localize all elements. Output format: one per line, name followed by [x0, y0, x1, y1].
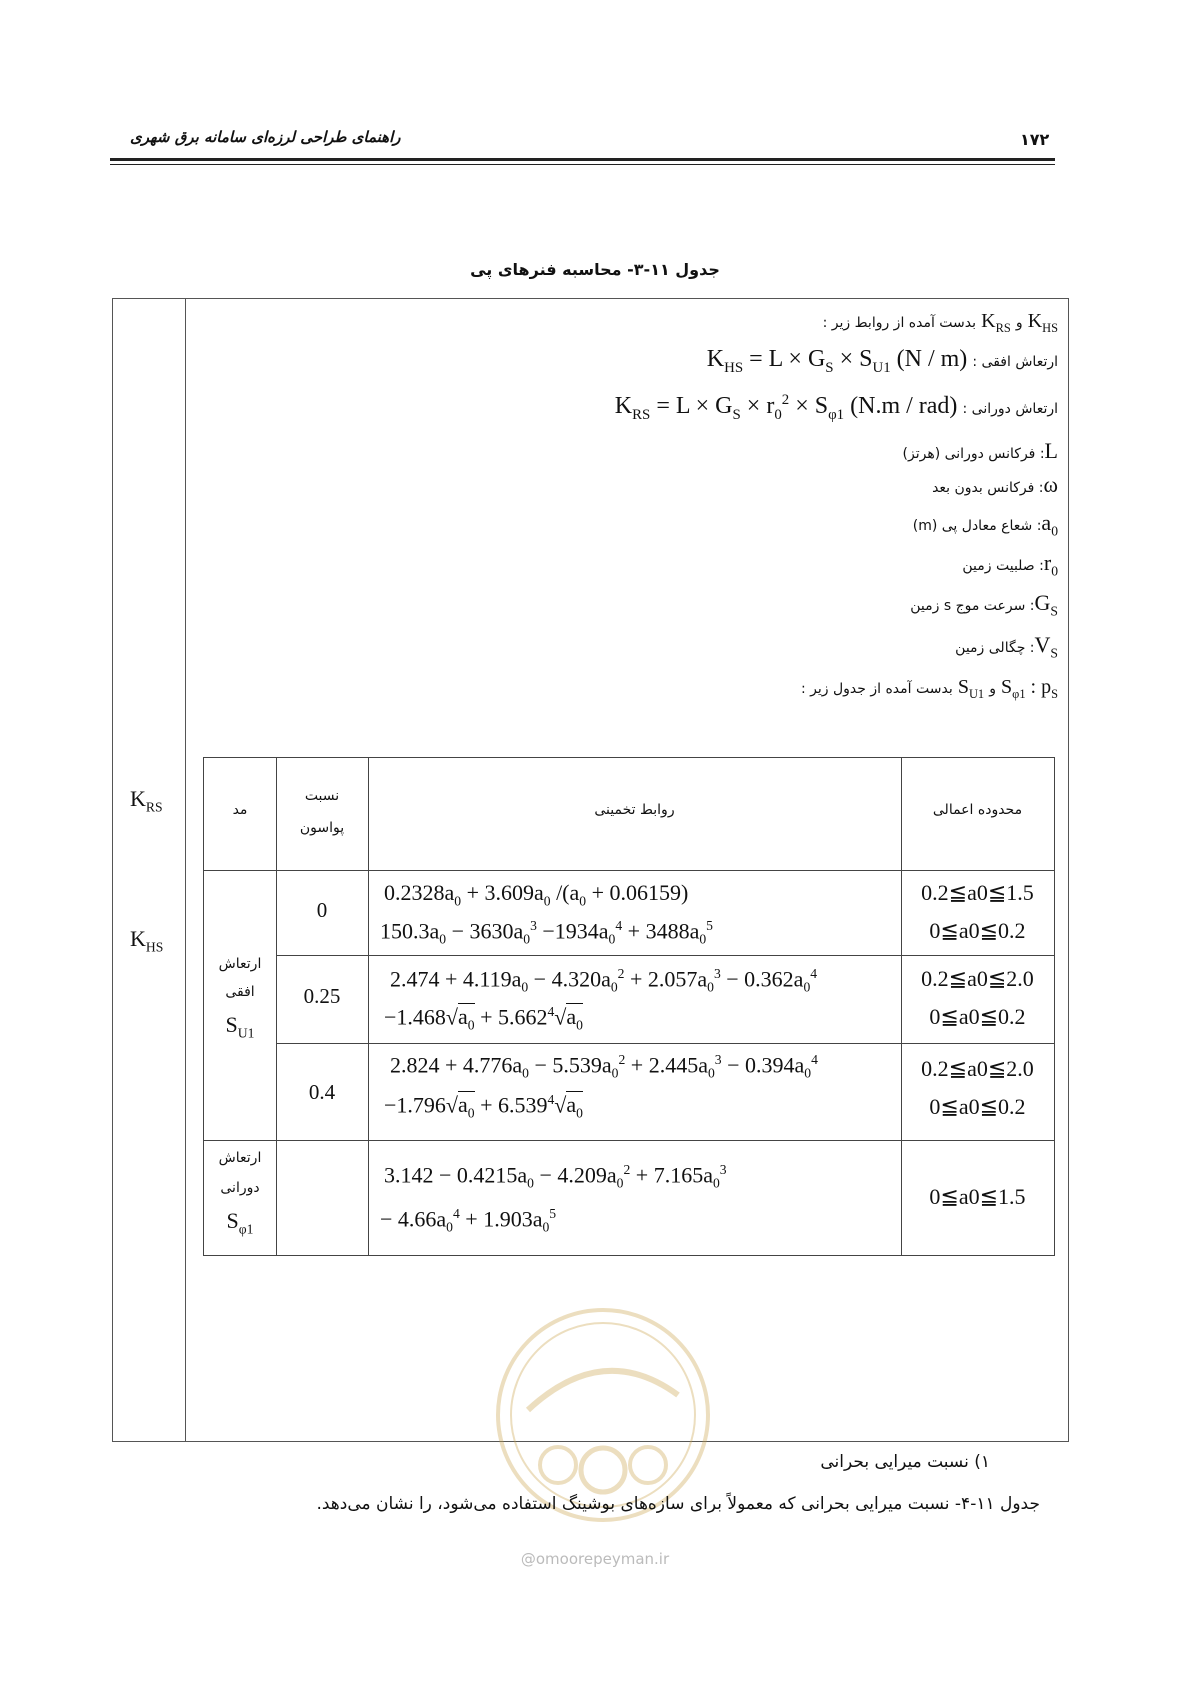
mode-rotational-line1: ارتعاش: [218, 1150, 262, 1166]
poisson-value: 0: [316, 898, 328, 922]
mode-horizontal-line1: ارتعاش: [218, 956, 262, 972]
equation-row1-line1: $2.474 + 4.119a_0 - 4.320a_0^2 + 2.057a_0^3 - 0.362a_0^4$: [390, 966, 818, 995]
def-a0: : شعاع معادل پی $(m)a_0$: [912, 510, 1058, 539]
header-mode: مد: [232, 802, 248, 818]
equation-row2-line1: $2.824 + 4.776a_0 - 5.539a_0^2 + 2.445a_0^3 - 0.394a_0^4$: [390, 1052, 818, 1081]
mode-horizontal-symbol: $S_{U1}$: [225, 1012, 255, 1041]
equation-row0-line1: $0.2328a_0 + 3.609a_0$ $/(a_0 + 0.06159)$: [384, 880, 689, 909]
mode-rotational-symbol: $S_{\varphi 1}$: [226, 1208, 254, 1237]
horizontal-formula-line: $K_{HS} = L \times G_S \times S_{U1}$ (N / m) ارتعاش افقی :: [706, 346, 1058, 376]
khs-label: $K_{HS}$: [130, 926, 164, 955]
range-value: 0≦a0≦0.2: [929, 918, 1026, 943]
khs-formula: $K_{HS} = L \times G_S \times S_{U1}$ (N / m): [706, 346, 968, 376]
poisson-value: 0.25: [303, 984, 341, 1008]
equation-row0-line2: $150.3a_0 - 3630a_0^3 -1934a_0^4 + 3488a_0^5$: [380, 918, 713, 947]
table-caption: جدول ۱۱-۳- محاسبه فنرهای پی: [470, 260, 720, 279]
mode-horizontal-line2: افقی: [225, 984, 255, 1000]
header-rule: [110, 158, 1055, 161]
def-omega: : فرکانس بدون بعدω: [932, 472, 1058, 497]
running-title: راهنمای طراحی لرزه‌ای سامانه برق شهری: [130, 128, 401, 146]
def-Gs: : سرعت موج s زمینG$_S$: [910, 590, 1058, 619]
def-L: : فرکانس دورانی (هرتز)L: [902, 438, 1058, 463]
header-range: محدوده اعمالی: [932, 802, 1023, 818]
range-value: 0≦a0≦1.5: [929, 1184, 1026, 1209]
range-value: 0.2≦a0≦2.0: [921, 966, 1034, 991]
def-r0: : صلبیت زمینr$_0$: [962, 550, 1058, 579]
watermark-url: @omoorepeyman.ir: [520, 1550, 670, 1568]
header-relations: روابط تخمینی: [594, 802, 675, 818]
range-value: 0≦a0≦0.2: [929, 1094, 1026, 1119]
equation-row1-line2: $-1.468√a_0 + 5.662^4√a_0$: [384, 1004, 583, 1033]
krs-label: $K_{RS}$: [130, 786, 163, 815]
outer-table-divider: [185, 298, 186, 1442]
footnote-item: ۱) نسبت میرایی بحرانی: [820, 1452, 990, 1472]
header-poisson-2: پواسون: [299, 820, 345, 836]
estimation-table: [203, 757, 1055, 1256]
equation-row3-line2: − $4.66a_0^4 + 1.903a_0^5$: [380, 1206, 557, 1235]
def-Vs: : چگالی زمینV$_S$: [955, 632, 1058, 661]
header-poisson-1: نسبت: [304, 788, 340, 804]
def-ps: بدست آمده از جدول زیر : $S_{U1}$ و $S_{\varphi 1}$ : $p_S$: [800, 676, 1058, 701]
intro-line: بدست آمده از روابط زیر : $K_{RS}$ و $K_{HS}$: [822, 310, 1058, 335]
mode-rotational-line2: دورانی: [220, 1180, 260, 1196]
equation-row2-line2: $-1.796√a_0 + 6.539^4√a_0$: [384, 1092, 583, 1121]
range-value: 0≦a0≦0.2: [929, 1004, 1026, 1029]
footnote-text: جدول ۱۱-۴- نسبت میرایی بحرانی که معمولاً برای سازه‌های بوشینگ استفاده می‌شود، را نشان می‌دهد.: [316, 1494, 1040, 1514]
range-value: 0.2≦a0≦2.0: [921, 1056, 1034, 1081]
equation-row3-line1: $3.142 - 0.4215a_0 - 4.209a_0^2 + 7.165a_0^3$: [384, 1162, 727, 1191]
poisson-value: 0.4: [308, 1080, 336, 1104]
page-number: ۱۷۲: [1020, 130, 1050, 149]
rotational-formula-line: $K_{RS} = L \times G_S \times r_0^2 \times S_{\varphi 1}$ (N.m / rad) ارتعاش دورانی :: [614, 392, 1058, 423]
range-value: 0.2≦a0≦1.5: [921, 880, 1034, 905]
header-rule-thin: [110, 164, 1055, 165]
krs-formula: $K_{RS} = L \times G_S \times r_0^2 \times S_{\varphi 1}$ (N.m / rad): [614, 392, 958, 423]
